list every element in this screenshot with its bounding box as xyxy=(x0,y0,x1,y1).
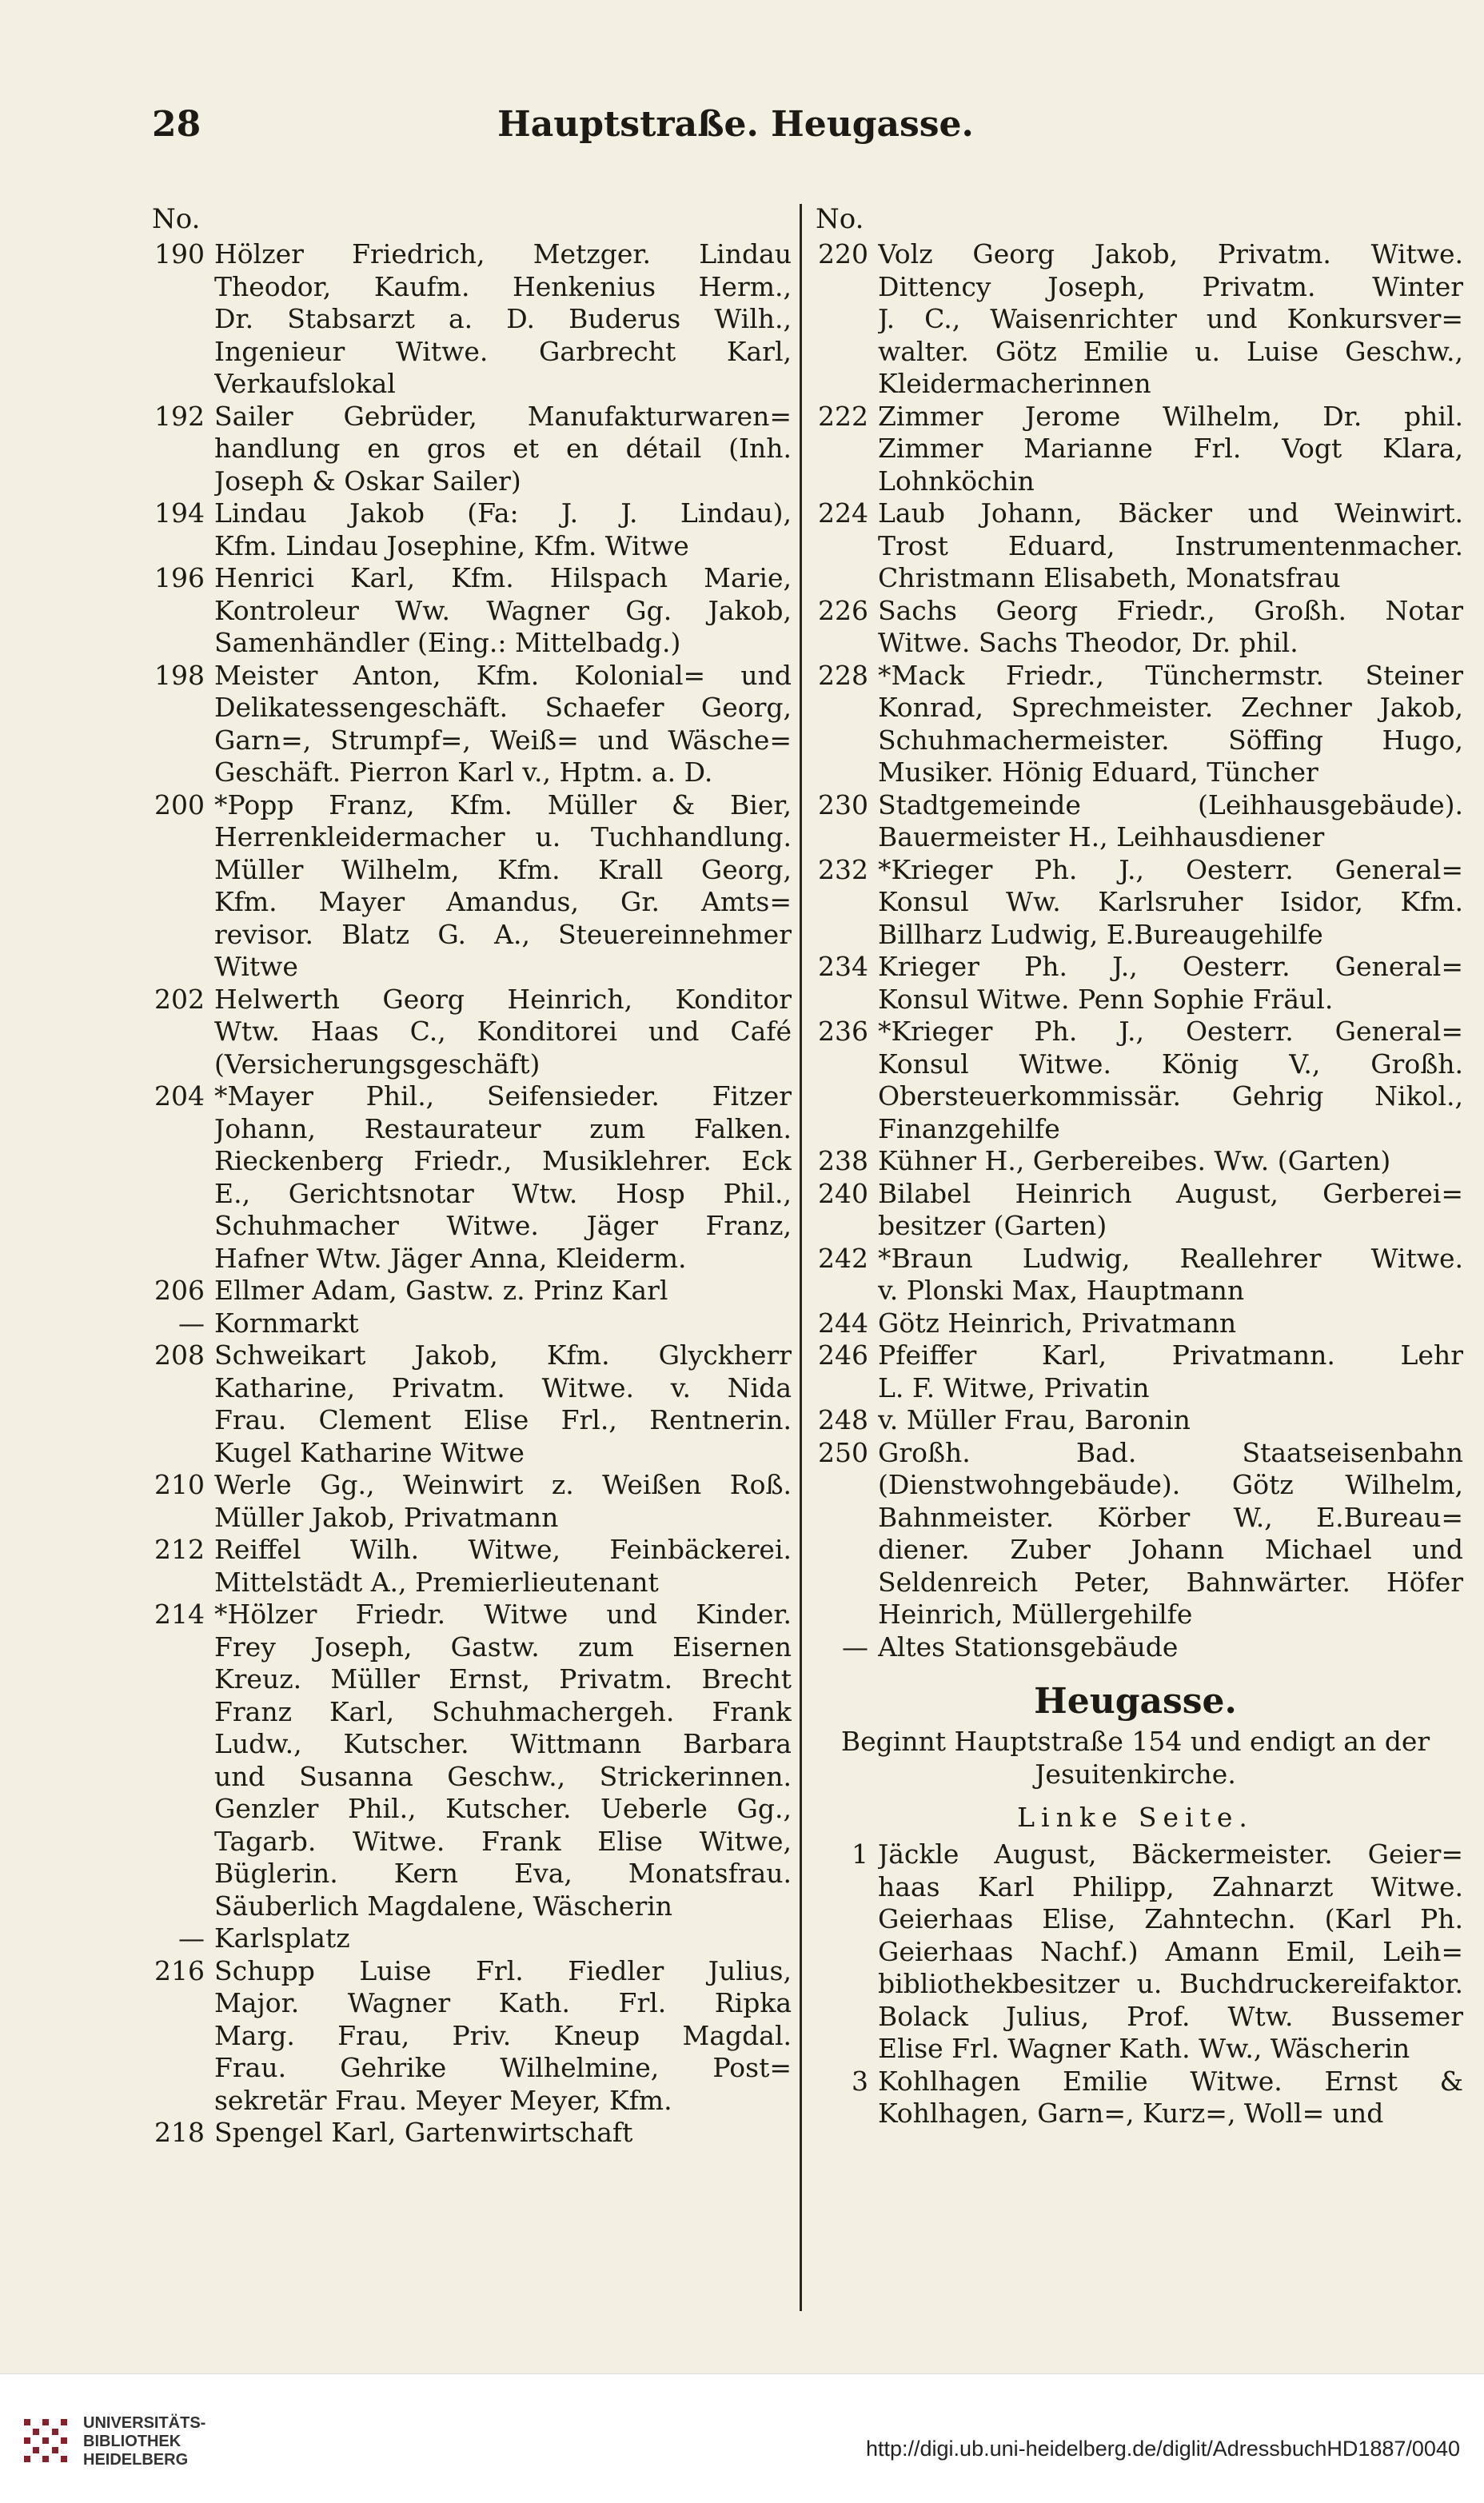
resident-line: Konrad, Sprechmeister. Zechner Jakob, xyxy=(878,692,1463,723)
resident-line: *Popp Franz, Kfm. Müller & Bier, xyxy=(214,788,792,820)
resident-line: v. Plonski Max, Hauptmann xyxy=(878,1275,1245,1306)
library-name xyxy=(83,2414,205,2469)
resident-lines xyxy=(878,1243,1463,1307)
house-number: 190 xyxy=(154,238,205,269)
resident-line: revisor. Blatz G. A., Steuereinnehmer xyxy=(214,918,792,950)
resident-lines xyxy=(878,1145,1463,1178)
address-entry xyxy=(808,854,1463,952)
resident-line: Witwe xyxy=(214,951,298,982)
resident-line: Trost Eduard, Instrumentenmacher. xyxy=(878,529,1463,561)
resident-line: Kohlhagen Emilie Witwe. Ernst & xyxy=(878,2065,1463,2097)
section-description xyxy=(808,1726,1463,1790)
resident-line: Kreuz. Müller Ernst, Privatm. Brecht xyxy=(214,1663,792,1695)
resident-line: Pfeiffer Karl, Privatmann. Lehr xyxy=(878,1339,1463,1371)
house-number: — xyxy=(178,1307,205,1339)
address-entry xyxy=(144,1307,792,1340)
house-number: 238 xyxy=(818,1145,868,1176)
address-entry xyxy=(144,1534,792,1599)
resident-line: Schuhmachermeister. Söffing Hugo, xyxy=(878,724,1463,756)
resident-line: haas Karl Philipp, Zahnarzt Witwe. xyxy=(878,1870,1463,1902)
resident-lines xyxy=(878,660,1463,789)
resident-line: Konsul Witwe. Penn Sophie Fräul. xyxy=(878,983,1334,1015)
resident-line: Mittelstädt A., Premierlieutenant xyxy=(214,1566,659,1598)
page-number: 28 xyxy=(152,104,201,145)
resident-lines xyxy=(878,1631,1463,1664)
section-entry-list xyxy=(808,1838,1463,2130)
section-title: Heugasse. xyxy=(1034,1681,1237,1722)
resident-lines xyxy=(214,1534,792,1599)
resident-line: Finanzgehilfe xyxy=(878,1112,1060,1144)
resident-line: sekretär Frau. Meyer Meyer, Kfm. xyxy=(214,2084,672,2116)
house-number: 232 xyxy=(818,853,868,885)
resident-line: Rieckenberg Friedr., Musiklehrer. Eck xyxy=(214,1145,792,1176)
resident-line: Müller Jakob, Privatmann xyxy=(214,1501,559,1533)
resident-lines xyxy=(878,1307,1463,1340)
resident-lines xyxy=(878,1178,1463,1243)
address-entry xyxy=(808,660,1463,789)
resident-lines xyxy=(878,1838,1463,2066)
resident-line: Konsul Ww. Karlsruher Isidor, Kfm. xyxy=(878,886,1463,917)
house-number: — xyxy=(178,1922,205,1954)
resident-line: *Krieger Ph. J., Oesterr. General= xyxy=(878,853,1463,885)
resident-line: Bauermeister H., Leihhausdiener xyxy=(878,821,1325,852)
resident-line: Kfm. Lindau Josephine, Kfm. Witwe xyxy=(214,529,689,561)
resident-line: *Krieger Ph. J., Oesterr. General= xyxy=(878,1016,1463,1047)
side-heading: Linke Seite. xyxy=(1017,1802,1254,1833)
house-number: 194 xyxy=(154,497,205,529)
source-url-link[interactable]: http://digi.ub.uni-heidelberg.de/diglit/AdressbuchHD1887/0040 xyxy=(865,2437,1460,2461)
house-number: 202 xyxy=(154,983,205,1015)
resident-line: Volz Georg Jakob, Privatm. Witwe. xyxy=(878,238,1463,269)
resident-line: Meister Anton, Kfm. Kolonial= und xyxy=(214,659,792,691)
resident-line: Verkaufslokal xyxy=(214,368,396,399)
address-entry xyxy=(144,401,792,498)
resident-line: Bilabel Heinrich August, Gerberei= xyxy=(878,1177,1463,1209)
address-entry xyxy=(144,1469,792,1534)
resident-line: Johann, Restaurateur zum Falken. xyxy=(214,1112,792,1144)
column-heading: No. xyxy=(816,203,864,235)
left-entry-list xyxy=(144,238,792,2150)
resident-line: Garn=, Strumpf=, Weiß= und Wäsche= xyxy=(214,724,792,756)
resident-line: Katharine, Privatm. Witwe. v. Nida xyxy=(214,1371,792,1403)
house-number: 218 xyxy=(154,2117,205,2148)
house-number: 208 xyxy=(154,1339,205,1371)
resident-line: Geierhaas Elise, Zahntechn. (Karl Ph. xyxy=(878,1903,1463,1934)
resident-line: Tagarb. Witwe. Frank Elise Witwe, xyxy=(214,1825,792,1857)
resident-line: Krieger Ph. J., Oesterr. General= xyxy=(878,951,1463,982)
resident-line: Herrenkleidermacher u. Tuchhandlung. xyxy=(214,821,792,852)
resident-line: L. F. Witwe, Privatin xyxy=(878,1371,1150,1403)
address-entry xyxy=(144,2117,792,2150)
resident-lines xyxy=(214,984,792,1081)
resident-lines xyxy=(214,789,792,984)
house-number: 224 xyxy=(818,497,868,529)
resident-line: Franz Karl, Schuhmachergeh. Frank xyxy=(214,1695,792,1727)
library-name-line: UNIVERSITÄTS- xyxy=(83,2414,206,2432)
resident-line: Marg. Frau, Priv. Kneup Magdal. xyxy=(214,2019,792,2051)
resident-line: Sailer Gebrüder, Manufakturwaren= xyxy=(214,400,792,432)
resident-lines xyxy=(878,789,1463,854)
house-number: 216 xyxy=(154,1954,205,1986)
address-entry xyxy=(808,1838,1463,2066)
resident-line: *Mack Friedr., Tünchermstr. Steiner xyxy=(878,659,1463,691)
section-description-line: Beginnt Hauptstraße 154 und endigt an der xyxy=(840,1726,1430,1757)
column-divider xyxy=(800,204,802,2311)
resident-line: Altes Stationsgebäude xyxy=(878,1631,1179,1663)
resident-line: Säuberlich Magdalene, Wäscherin xyxy=(214,1890,673,1922)
university-library-logo xyxy=(18,2413,74,2469)
resident-line: Musiker. Hönig Eduard, Tüncher xyxy=(878,756,1318,788)
address-entry xyxy=(144,562,792,660)
resident-line: *Mayer Phil., Seifensieder. Fitzer xyxy=(214,1080,792,1112)
resident-line: Joseph & Oskar Sailer) xyxy=(214,465,521,497)
resident-line: J. C., Waisenrichter und Konkursver= xyxy=(878,303,1463,334)
address-entry xyxy=(144,1599,792,1922)
resident-line: Geschäft. Pierron Karl v., Hptm. a. D. xyxy=(214,756,713,788)
address-entry xyxy=(808,1178,1463,1243)
address-entry xyxy=(808,401,1463,498)
resident-line: Samenhändler (Eing.: Mittelbadg.) xyxy=(214,627,681,658)
resident-line: Ellmer Adam, Gastw. z. Prinz Karl xyxy=(214,1275,668,1306)
resident-lines xyxy=(214,238,792,401)
resident-lines xyxy=(878,401,1463,498)
resident-lines xyxy=(214,401,792,498)
house-number: 234 xyxy=(818,951,868,982)
resident-line: Kühner H., Gerbereibes. Ww. (Garten) xyxy=(878,1145,1391,1176)
resident-line: Zimmer Marianne Frl. Vogt Klara, xyxy=(878,433,1463,464)
house-number: 206 xyxy=(154,1275,205,1306)
resident-line: Wtw. Haas C., Konditorei und Café xyxy=(214,1016,792,1047)
page-header xyxy=(152,104,1319,160)
resident-line: Büglerin. Kern Eva, Monatsfrau. xyxy=(214,1858,792,1889)
address-entry xyxy=(808,1339,1463,1404)
house-number: 246 xyxy=(818,1339,868,1371)
resident-lines xyxy=(878,2066,1463,2130)
resident-line: *Braun Ludwig, Reallehrer Witwe. xyxy=(878,1242,1463,1274)
resident-line: E., Gerichtsnotar Wtw. Hosp Phil., xyxy=(214,1177,792,1209)
resident-line: Stadtgemeinde (Leihhausgebäude). xyxy=(878,788,1463,820)
house-number: 198 xyxy=(154,659,205,691)
resident-line: Elise Frl. Wagner Kath. Ww., Wäscherin xyxy=(878,2033,1410,2064)
house-number: 226 xyxy=(818,594,868,626)
resident-lines xyxy=(214,1922,792,1955)
house-number: 242 xyxy=(818,1242,868,1274)
library-name-line: BIBLIOTHEK xyxy=(83,2433,182,2450)
resident-line: Genzler Phil., Kutscher. Ueberle Gg., xyxy=(214,1793,792,1824)
address-entry xyxy=(808,1404,1463,1437)
resident-lines xyxy=(878,497,1463,595)
address-entry xyxy=(144,1955,792,2118)
resident-lines xyxy=(878,595,1463,660)
house-number: 240 xyxy=(818,1177,868,1209)
resident-line: Henrici Karl, Kfm. Hilspach Marie, xyxy=(214,562,792,593)
house-number: 200 xyxy=(154,788,205,820)
resident-lines xyxy=(878,1339,1463,1404)
address-entry xyxy=(144,497,792,562)
resident-line: Dittency Joseph, Privatm. Winter xyxy=(878,270,1463,302)
address-entry xyxy=(808,1307,1463,1340)
library-name-line: HEIDELBERG xyxy=(83,2451,189,2469)
address-entry xyxy=(144,1339,792,1469)
resident-lines xyxy=(878,238,1463,401)
resident-line: Theodor, Kaufm. Henkenius Herm., xyxy=(214,270,792,302)
resident-line: Jäckle August, Bäckermeister. Geier= xyxy=(878,1838,1463,1870)
house-number: 236 xyxy=(818,1016,868,1047)
right-entry-list xyxy=(808,238,1463,1663)
resident-line: handlung en gros et en détail (Inh. xyxy=(214,433,792,464)
address-entry xyxy=(144,1922,792,1955)
house-number: 204 xyxy=(154,1080,205,1112)
address-entry xyxy=(144,660,792,789)
resident-line: Ingenieur Witwe. Garbrecht Karl, xyxy=(214,335,792,367)
footer-bar xyxy=(0,2373,1484,2503)
resident-lines xyxy=(214,1339,792,1469)
resident-line: Delikatessengeschäft. Schaefer Georg, xyxy=(214,692,792,723)
house-number: 248 xyxy=(818,1404,868,1435)
address-entry xyxy=(808,595,1463,660)
resident-lines xyxy=(878,854,1463,952)
running-head: Hauptstraße. Heugasse. xyxy=(497,104,974,145)
resident-line: diener. Zuber Johann Michael und xyxy=(878,1534,1463,1565)
address-entry xyxy=(808,1437,1463,1631)
house-number: 192 xyxy=(154,400,205,432)
resident-lines xyxy=(214,562,792,660)
resident-line: Kugel Katharine Witwe xyxy=(214,1436,525,1468)
house-number: 3 xyxy=(852,2065,868,2097)
resident-line: Kohlhagen, Garn=, Kurz=, Woll= und xyxy=(878,2098,1384,2129)
resident-line: Billharz Ludwig, E.Bureaugehilfe xyxy=(878,918,1323,950)
resident-line: Schupp Luise Frl. Fiedler Julius, xyxy=(214,1954,792,1986)
right-column xyxy=(808,200,1463,2130)
resident-lines xyxy=(214,1599,792,1922)
resident-line: Sachs Georg Friedr., Großh. Notar xyxy=(878,594,1463,626)
resident-line: Helwerth Georg Heinrich, Konditor xyxy=(214,983,792,1015)
resident-line: Hölzer Friedrich, Metzger. Lindau xyxy=(214,238,792,269)
resident-line: *Hölzer Friedr. Witwe und Kinder. xyxy=(214,1599,792,1630)
resident-lines xyxy=(878,1404,1463,1437)
resident-lines xyxy=(214,2117,792,2150)
resident-line: Frey Joseph, Gastw. zum Eisernen xyxy=(214,1631,792,1663)
house-number: 244 xyxy=(818,1307,868,1339)
column-heading: No. xyxy=(152,203,201,235)
resident-lines xyxy=(214,1307,792,1340)
house-number: 222 xyxy=(818,400,868,432)
resident-line: Obersteuerkommissär. Gehrig Nikol., xyxy=(878,1080,1463,1112)
house-number: 220 xyxy=(818,238,868,269)
resident-lines xyxy=(214,660,792,789)
house-number: 214 xyxy=(154,1599,205,1630)
address-entry xyxy=(144,238,792,401)
resident-line: Dr. Stabsarzt a. D. Buderus Wilh., xyxy=(214,303,792,334)
resident-line: und Susanna Geschw., Strickerinnen. xyxy=(214,1760,792,1792)
address-entry xyxy=(144,1275,792,1307)
address-entry xyxy=(808,1631,1463,1664)
resident-line: Kontroleur Ww. Wagner Gg. Jakob, xyxy=(214,594,792,626)
resident-line: Ludw., Kutscher. Wittmann Barbara xyxy=(214,1728,792,1759)
house-number: 230 xyxy=(818,788,868,820)
resident-line: walter. Götz Emilie u. Luise Geschw., xyxy=(878,335,1463,367)
resident-line: (Dienstwohngebäude). Götz Wilhelm, xyxy=(878,1469,1463,1500)
resident-lines xyxy=(878,1016,1463,1145)
resident-line: Müller Wilhelm, Kfm. Krall Georg, xyxy=(214,853,792,885)
resident-line: Schuhmacher Witwe. Jäger Franz, xyxy=(214,1210,792,1241)
house-number: 1 xyxy=(852,1838,868,1870)
resident-line: Großh. Bad. Staatseisenbahn xyxy=(878,1436,1463,1468)
address-entry xyxy=(808,2066,1463,2130)
address-entry xyxy=(808,1243,1463,1307)
house-number: — xyxy=(842,1631,868,1663)
resident-lines xyxy=(878,951,1463,1016)
resident-lines xyxy=(214,1955,792,2118)
resident-line: Frau. Clement Elise Frl., Rentnerin. xyxy=(214,1404,792,1435)
left-column xyxy=(144,200,792,2150)
resident-line: bibliothekbesitzer u. Buchdruckereifaktor. xyxy=(878,1968,1463,1999)
resident-line: Spengel Karl, Gartenwirtschaft xyxy=(214,2117,633,2148)
resident-lines xyxy=(878,1437,1463,1631)
resident-lines xyxy=(214,1080,792,1275)
resident-line: Lindau Jakob (Fa: J. J. Lindau), xyxy=(214,497,792,529)
resident-line: Karlsplatz xyxy=(214,1922,350,1954)
resident-lines xyxy=(214,1469,792,1534)
resident-line: Frau. Gehrike Wilhelmine, Post= xyxy=(214,2052,792,2083)
resident-line: Kfm. Mayer Amandus, Gr. Amts= xyxy=(214,886,792,917)
house-number: 250 xyxy=(818,1436,868,1468)
resident-line: Zimmer Jerome Wilhelm, Dr. phil. xyxy=(878,400,1463,432)
resident-line: Heinrich, Müllergehilfe xyxy=(878,1599,1193,1630)
house-number: 212 xyxy=(154,1534,205,1565)
resident-line: Seldenreich Peter, Bahnwärter. Höfer xyxy=(878,1566,1463,1598)
address-entry xyxy=(144,984,792,1081)
resident-line: Hafner Wtw. Jäger Anna, Kleiderm. xyxy=(214,1242,687,1274)
resident-line: Kleidermacherinnen xyxy=(878,368,1151,399)
resident-line: Geierhaas Nachf.) Amann Emil, Leih= xyxy=(878,1935,1463,1967)
address-entry xyxy=(808,1016,1463,1145)
section-description-line: Jesuitenkirche. xyxy=(1035,1758,1236,1790)
address-entry xyxy=(808,497,1463,595)
resident-line: Kornmarkt xyxy=(214,1307,359,1339)
resident-lines xyxy=(214,1275,792,1307)
resident-line: v. Müller Frau, Baronin xyxy=(878,1404,1191,1435)
resident-line: Schweikart Jakob, Kfm. Glyckherr xyxy=(214,1339,792,1371)
address-entry xyxy=(144,1080,792,1275)
resident-line: Christmann Elisabeth, Monatsfrau xyxy=(878,562,1341,593)
house-number: 210 xyxy=(154,1469,205,1500)
resident-line: Konsul Witwe. König V., Großh. xyxy=(878,1048,1463,1080)
resident-line: Major. Wagner Kath. Frl. Ripka xyxy=(214,1987,792,2018)
address-entry xyxy=(144,789,792,984)
resident-line: Witwe. Sachs Theodor, Dr. phil. xyxy=(878,627,1298,658)
resident-line: besitzer (Garten) xyxy=(878,1210,1107,1241)
resident-line: Götz Heinrich, Privatmann xyxy=(878,1307,1237,1339)
address-entry xyxy=(808,1145,1463,1178)
resident-line: Laub Johann, Bäcker und Weinwirt. xyxy=(878,497,1463,529)
house-number: 196 xyxy=(154,562,205,593)
resident-line: Bolack Julius, Prof. Wtw. Bussemer xyxy=(878,2000,1463,2032)
resident-line: Reiffel Wilh. Witwe, Feinbäckerei. xyxy=(214,1534,792,1565)
address-entry xyxy=(808,238,1463,401)
resident-lines xyxy=(214,497,792,562)
address-entry xyxy=(808,951,1463,1016)
house-number: 228 xyxy=(818,659,868,691)
resident-line: (Versicherungsgeschäft) xyxy=(214,1048,541,1080)
address-entry xyxy=(808,789,1463,854)
resident-line: Lohnköchin xyxy=(878,465,1035,497)
resident-line: Werle Gg., Weinwirt z. Weißen Roß. xyxy=(214,1469,792,1500)
resident-line: Bahnmeister. Körber W., E.Bureau= xyxy=(878,1501,1463,1533)
